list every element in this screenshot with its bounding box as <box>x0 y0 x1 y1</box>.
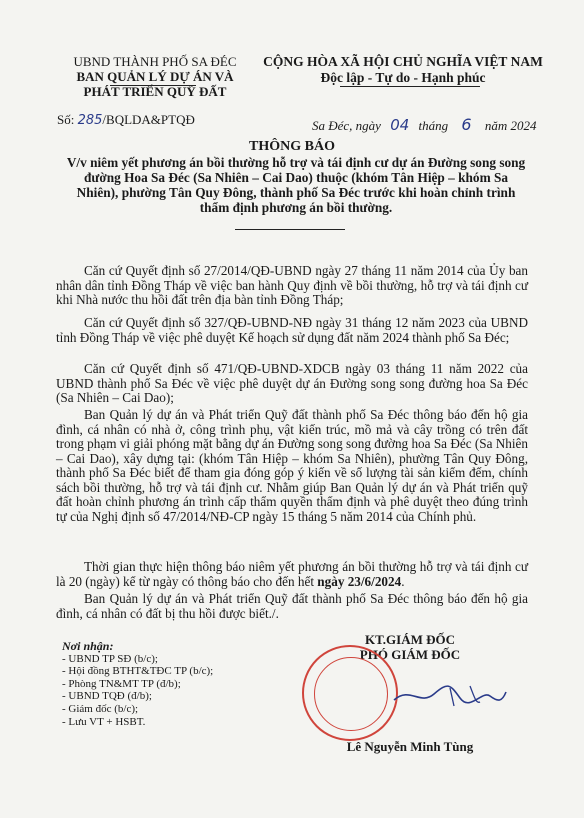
body-paragraph-3: Căn cứ Quyết định số 471/QĐ-UBND-XDCB ngày 03 tháng 11 năm 2022 của UBND thành phố Sa Đéc về việc phê duyệt dự án Đường song song đường hoa Sa Đéc (Sa Nhiên – Cai Dao); <box>56 361 528 405</box>
national-header <box>248 54 558 86</box>
org-line-2: BAN QUẢN LÝ DỰ ÁN VÀ <box>76 69 234 84</box>
handwritten-number: 285 <box>77 113 103 128</box>
handwritten-day: 04 <box>390 116 410 134</box>
closing-paragraph: Ban Quản lý dự án và Phát triển Quỹ đất thành phố Sa Đéc thông báo đến hộ gia đình, cá nhân có đất bị thu hồi được biết./. <box>56 591 528 621</box>
document-title: THÔNG BÁO <box>249 139 335 154</box>
org-underline <box>110 85 196 86</box>
subject-underline <box>235 229 345 230</box>
signature-title-1: KT.GIÁM ĐỐC <box>364 632 456 647</box>
recipients-label: Nơi nhận: <box>62 639 114 653</box>
year-text: năm 2024 <box>484 118 537 133</box>
month-label: tháng <box>418 118 449 133</box>
deadline-date: ngày 23/6/2024 <box>317 573 402 589</box>
time-paragraph-text: Thời gian thực hiện thông báo niêm yết phương án bồi thường hỗ trợ và tái định cư là 20 (ngày) kể từ ngày có thông báo cho đến hết <box>56 559 528 589</box>
document-number <box>57 112 195 128</box>
official-stamp <box>302 645 398 741</box>
recipient-item: - UBND TQĐ (đ/b); <box>62 690 152 703</box>
number-suffix: /BQLDA&PTQĐ <box>102 112 195 127</box>
handwritten-month: 6 <box>461 115 472 134</box>
issuing-organization <box>55 54 255 99</box>
body-paragraph-1: Căn cứ Quyết định số 27/2014/QĐ-UBND ngày 27 tháng 11 năm 2014 của Ủy ban nhân dân tỉnh Đồng Tháp về việc ban hành Quy định về bồi thường, hỗ trợ và tái định cư khi Nhà nước thu hồi đất trên địa bàn tỉnh Đồng Tháp; <box>56 263 528 307</box>
recipients-block <box>62 640 213 728</box>
handwritten-signature-icon <box>390 676 510 716</box>
signature-title-2: PHÓ GIÁM ĐỐC <box>359 647 461 662</box>
nation-motto: Độc lập - Tự do - Hạnh phúc <box>320 70 486 85</box>
signer-name: Lê Nguyễn Minh Tùng <box>346 739 474 754</box>
motto-underline <box>340 86 480 87</box>
nation-title: CỘNG HÒA XÃ HỘI CHỦ NGHĨA VIỆT NAM <box>263 54 543 69</box>
time-paragraph-tail: . <box>401 573 405 589</box>
date-prefix: Sa Đéc, ngày <box>312 118 381 133</box>
body-paragraph-2: Căn cứ Quyết định số 327/QĐ-UBND-NĐ ngày 31 tháng 12 năm 2023 của UBND tỉnh Đồng Tháp về việc phê duyệt Kế hoạch sử dụng đất năm 2024 thành phố Sa Đéc; <box>56 315 528 345</box>
recipient-item: - UBND TP SĐ (b/c); <box>62 652 158 665</box>
time-paragraph <box>56 560 528 589</box>
recipient-item: - Phòng TN&MT TP (đ/b); <box>62 677 181 690</box>
document-subject: V/v niêm yết phương án bồi thường hỗ trợ và tái định cư dự án Đường song song đường Hoa Sa Đéc (Sa Nhiên – Cai Dao) thuộc (khóm Tân Hiệp – khóm Sa Nhiên), phường Tân Quy Đông, thành phố Sa Đéc trước khi hoàn chỉnh trình thẩm định phương án bồi thường. <box>66 155 526 215</box>
number-label: Số: <box>57 112 75 127</box>
recipient-item: - Giám đốc (b/c); <box>62 702 139 715</box>
body-paragraph-4: Ban Quản lý dự án và Phát triển Quỹ đất thành phố Sa Đéc thông báo đến hộ gia đình, cá nhân có nhà ở, công trình phụ, vật kiến trúc, mồ mả và cây trồng có trên đất trong phạm vi giải phóng mặt bằng dự án Đường song song đường hoa Sa Đéc (Sa Nhiên – Cai Dao), xây dựng tại: (khóm Tân Hiệp – khóm Sa Nhiên), phường Tân Quy Đông, thành phố Sa Đéc biết để tham gia đóng góp ý kiến về số lượng tài sản kiểm đếm, chính sách bồi thường, hỗ trợ và tái định cư. Nhằm giúp Ban Quản lý dự án và Phát triển quỹ đất hoàn chỉnh phương án trình cấp thẩm quyền thẩm định và phê duyệt theo đúng trình tự của Nghị định số 47/2014/NĐ-CP ngày 15 tháng 5 năm 2014 của Chính phủ. <box>56 407 528 524</box>
org-line-1: UBND THÀNH PHỐ SA ĐÉC <box>73 54 237 69</box>
document-date <box>312 115 537 134</box>
recipient-item: - Lưu VT + HSBT. <box>62 715 146 728</box>
org-line-3: PHÁT TRIỂN QUỸ ĐẤT <box>83 84 227 99</box>
recipient-item: - Hội đồng BTHT&TĐC TP (b/c); <box>62 665 214 678</box>
